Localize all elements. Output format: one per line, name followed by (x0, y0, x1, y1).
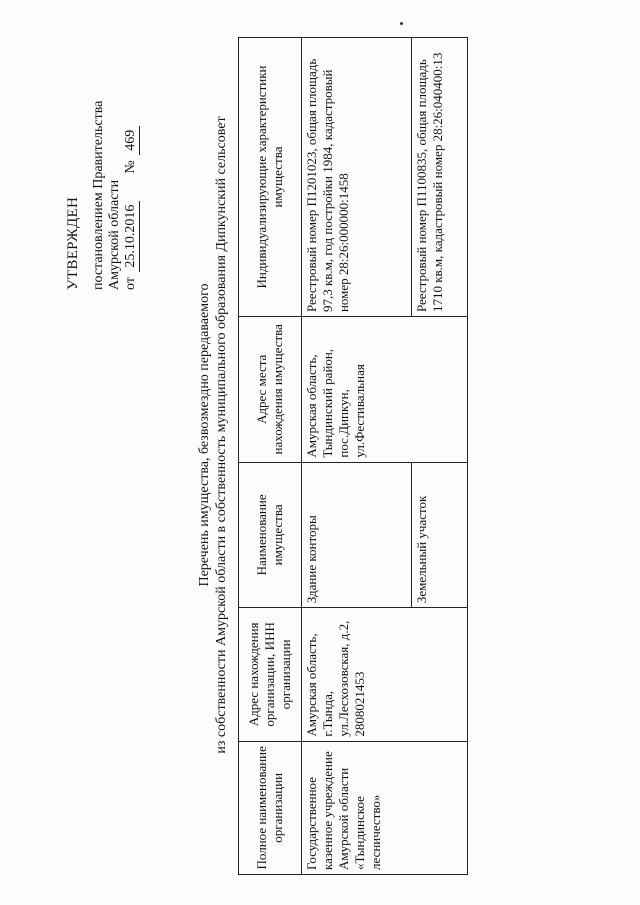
title-line-1: Перечень имущества, безвозмездно передаваемого (197, 283, 212, 587)
property-address-cell: Амурская область, Тындинский район, пос.Дипкун, ул.Фестивальная (302, 317, 468, 463)
document-title (196, 85, 230, 785)
header-property-details: Индивидуализирующие характеристики имущества (239, 38, 302, 317)
property-table (238, 37, 468, 875)
property-details-cell: Реестровый номер П1100835, общая площадь 1710 кв.м, кадастровый номер 28:26:040400:13 (412, 38, 468, 317)
table-header-row (239, 38, 302, 875)
header-property-name: Наименование имущества (239, 462, 302, 608)
approval-number: 469 (123, 126, 140, 155)
scan-speck (400, 22, 403, 25)
property-name-cell: Земельный участок (412, 462, 468, 608)
approval-line-1: постановлением Правительства (91, 100, 106, 290)
org-address-cell: Амурская область, г.Тында, ул.Лесхозовская, д.2, 2808021453 (302, 608, 468, 741)
approval-date: 25.10.2016 (123, 201, 140, 272)
approval-block (65, 20, 140, 290)
number-label: № (123, 160, 138, 174)
header-org-address: Адрес нахождения организации, ИНН организации (239, 608, 302, 741)
header-org-name: Полное наименование организации (239, 741, 302, 874)
table-row (302, 38, 412, 875)
property-name-cell: Здание конторы (302, 462, 412, 608)
from-label: от (123, 277, 138, 290)
title-line-2: из собственности Амурской области в собственность муниципального образования Дипкунский сельсовет (214, 116, 229, 754)
approval-date-line (123, 20, 140, 290)
header-property-address: Адрес места нахождения имущества (239, 317, 302, 463)
org-name-cell: Государственное казенное учреждение Амурской области «Тындинское лесничество» (302, 741, 468, 874)
property-details-cell: Реестровый номер П1201023, общая площадь 97,3 кв.м, год постройки 1984, кадастровый номер 28:26:000000:1458 (302, 38, 412, 317)
approval-line-2: Амурской области (107, 179, 122, 290)
approval-heading: УТВЕРЖДЕН (65, 196, 81, 290)
